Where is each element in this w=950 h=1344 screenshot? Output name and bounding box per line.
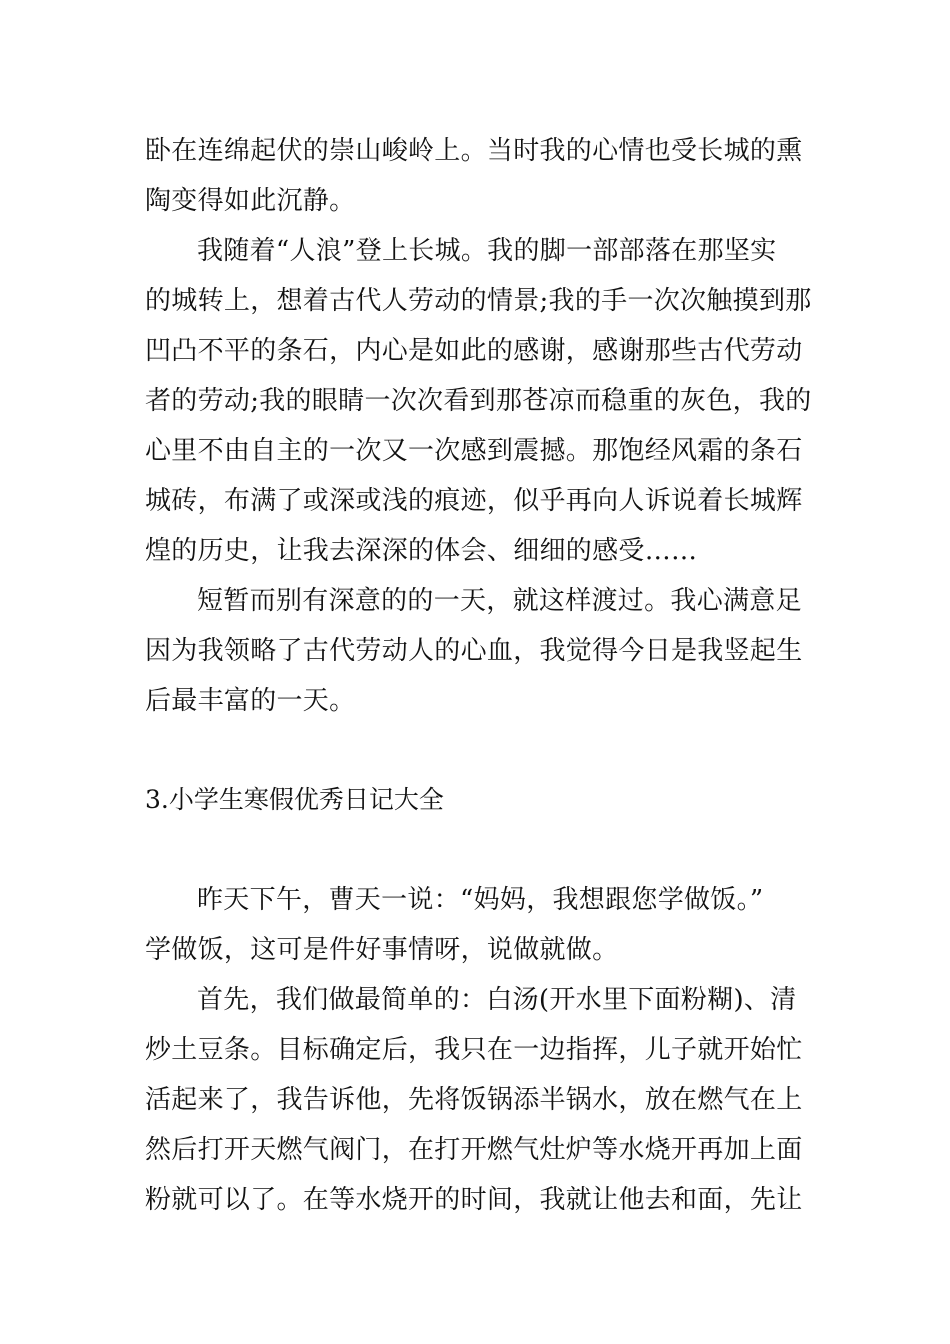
paragraph-line: 学做饭，这可是件好事情呀，说做就做。 — [145, 935, 619, 965]
paragraph-line: 城砖，布满了或深或浅的痕迹，似乎再向人诉说着长城辉 — [145, 486, 803, 516]
paragraph-line: 炒土豆条。目标确定后，我只在一边指挥，儿子就开始忙 — [145, 1035, 803, 1065]
paragraph-line: 卧在连绵起伏的崇山峻岭上。当时我的心情也受长城的熏 — [145, 136, 803, 166]
paragraph-line: 心里不由自主的一次又一次感到震撼。那饱经风霜的条石 — [145, 436, 803, 466]
paragraph-line: 然后打开天燃气阀门，在打开燃气灶炉等水烧开再加上面 — [145, 1135, 803, 1165]
paragraph-line: 首先，我们做最简单的：白汤(开水里下面粉糊)、清 — [197, 985, 797, 1015]
paragraph-line: 因为我领略了古代劳动人的心血，我觉得今日是我竖起生 — [145, 636, 803, 666]
paragraph-line: 活起来了，我告诉他，先将饭锅添半锅水，放在燃气在上 — [145, 1085, 803, 1115]
paragraph-line: 我随着“人浪”登上长城。我的脚一部部落在那坚实 — [197, 236, 777, 266]
paragraph-line: 者的劳动;我的眼睛一次次看到那苍凉而稳重的灰色，我的 — [145, 386, 812, 416]
section-heading: 3.小学生寒假优秀日记大全 — [145, 785, 444, 814]
paragraph-line: 煌的历史，让我去深深的体会、细细的感受…… — [145, 536, 698, 566]
paragraph-line: 短暂而别有深意的的一天，就这样渡过。我心满意足 — [197, 586, 802, 616]
paragraph-line: 的城转上，想着古代人劳动的情景;我的手一次次触摸到那 — [145, 286, 812, 316]
paragraph-line: 凹凸不平的条石，内心是如此的感谢，感谢那些古代劳动 — [145, 336, 803, 366]
paragraph-line: 昨天下午，曹天一说：“妈妈，我想跟您学做饭。” — [197, 885, 764, 915]
paragraph-line: 粉就可以了。在等水烧开的时间，我就让他去和面，先让 — [145, 1185, 803, 1215]
paragraph-line: 后最丰富的一天。 — [145, 686, 356, 716]
paragraph-line: 陶变得如此沉静。 — [145, 186, 356, 216]
